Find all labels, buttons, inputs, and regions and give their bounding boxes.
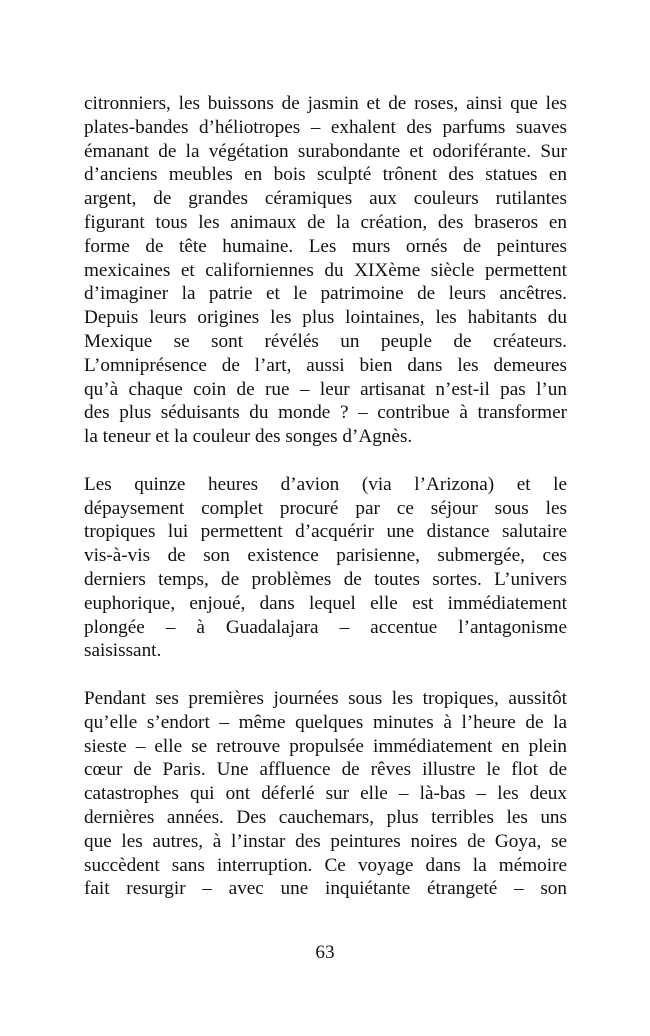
text-line: catastrophes qui ont déferlé sur elle – là-bas – les deux <box>84 783 567 805</box>
text-line: qu’à chaque coin de rue – leur artisanat n’est-il pas l’un <box>84 378 567 400</box>
text-line: émanant de la végétation surabondante et odoriférante. Sur <box>84 140 567 162</box>
paragraph-gap <box>84 663 567 687</box>
text-line: saisissant. <box>84 640 162 662</box>
text-line: des plus séduisants du monde ? – contribue à transformer <box>84 402 567 424</box>
text-line: forme de tête humaine. Les murs ornés de peintures <box>84 235 567 257</box>
text-line: sieste – elle se retrouve propulsée immédiatement en plein <box>84 735 567 757</box>
text-line: Mexique se sont révélés un peuple de créateurs. <box>84 330 567 352</box>
text-line: plates-bandes d’héliotropes – exhalent des parfums suaves <box>84 116 567 138</box>
text-line: cœur de Paris. Une affluence de rêves illustre le flot de <box>84 759 567 781</box>
text-line: d’anciens meubles en bois sculpté trônent des statues en <box>84 164 567 186</box>
paragraph <box>84 687 567 901</box>
text-line: succèdent sans interruption. Ce voyage dans la mémoire <box>84 854 567 876</box>
text-line: argent, de grandes céramiques aux couleurs rutilantes <box>84 188 567 210</box>
text-line: citronniers, les buissons de jasmin et de roses, ainsi que les <box>84 93 567 114</box>
text-line: mexicaines et californiennes du XIXème siècle permettent <box>84 259 567 281</box>
text-line: Les quinze heures d’avion (via l’Arizona) et le <box>84 473 567 495</box>
text-line: Pendant ses premières journées sous les tropiques, aussitôt <box>84 687 567 709</box>
text-line: figurant tous les animaux de la création, des braseros en <box>84 211 567 233</box>
page-number: 63 <box>315 942 335 963</box>
text-line: dépaysement complet procuré par ce séjour sous les <box>84 497 567 519</box>
text-line: Depuis leurs origines les plus lointaines, les habitants du <box>84 307 567 329</box>
paragraph <box>84 473 567 663</box>
text-line: qu’elle s’endort – même quelques minutes à l’heure de la <box>84 711 567 733</box>
paragraph <box>84 92 567 449</box>
text-line: derniers temps, de problèmes de toutes sortes. L’univers <box>84 568 567 590</box>
text-line: plongée – à Guadalajara – accentue l’antagonisme <box>84 616 567 638</box>
text-line: L’omniprésence de l’art, aussi bien dans les demeures <box>84 354 567 376</box>
text-line: d’imaginer la patrie et le patrimoine de leurs ancêtres. <box>84 283 567 305</box>
text-line: fait resurgir – avec une inquiétante étrangeté – son <box>84 878 567 900</box>
text-line: que les autres, à l’instar des peintures noires de Goya, se <box>84 830 567 852</box>
page-body <box>84 92 567 901</box>
text-line: euphorique, enjoué, dans lequel elle est immédiatement <box>84 592 567 614</box>
text-line: dernières années. Des cauchemars, plus terribles les uns <box>84 806 567 828</box>
text-line: la teneur et la couleur des songes d’Agnès. <box>84 426 413 448</box>
text-line: tropiques lui permettent d’acquérir une distance salutaire <box>84 521 567 543</box>
text-line: vis-à-vis de son existence parisienne, submergée, ces <box>84 545 567 567</box>
paragraph-gap <box>84 449 567 473</box>
